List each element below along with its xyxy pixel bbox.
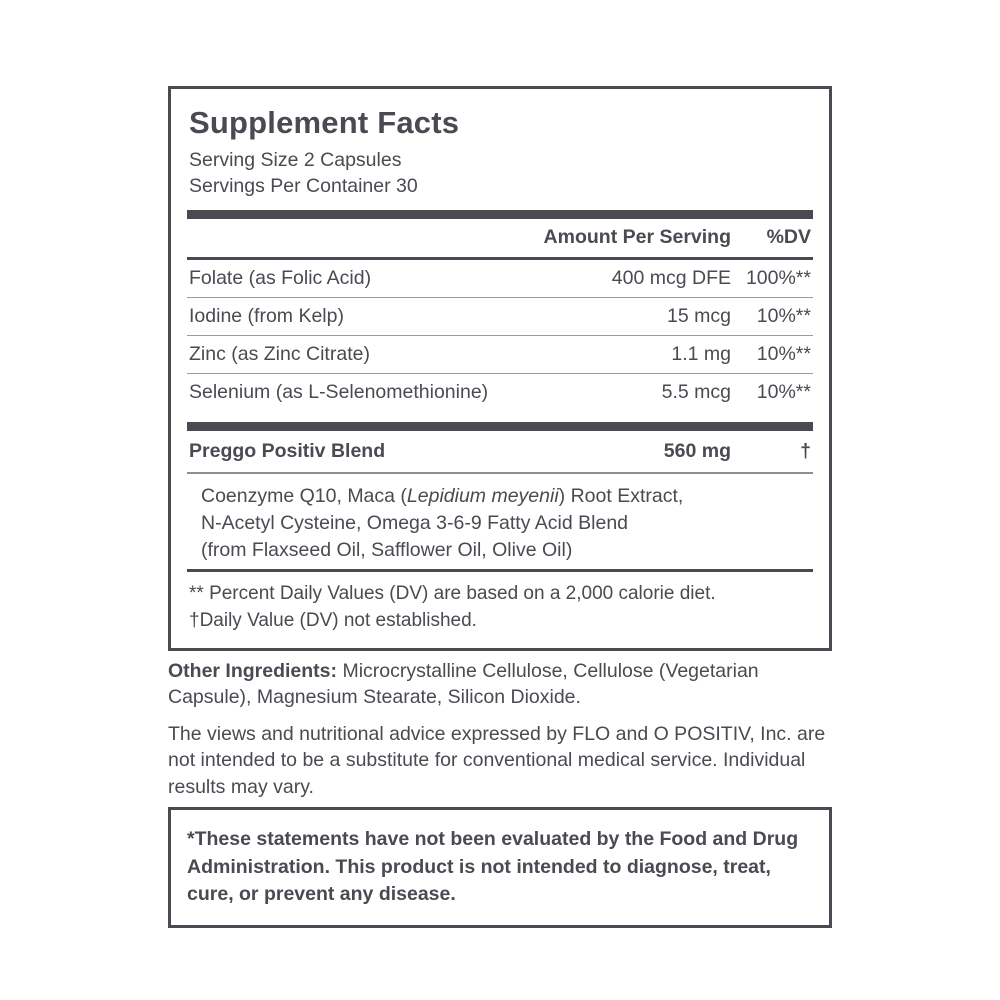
table-header-row	[187, 219, 813, 257]
nutrient-amount: 400 mcg DFE	[577, 260, 731, 298]
table-row	[187, 260, 813, 298]
servings-per-container: Servings Per Container 30	[189, 174, 418, 197]
footnote-dv: ** Percent Daily Values (DV) are based on a 2,000 calorie diet.	[189, 583, 716, 605]
footnote-dagger: †Daily Value (DV) not established.	[189, 609, 477, 631]
nutrition-table	[187, 219, 813, 257]
panel-title: Supplement Facts	[189, 105, 460, 140]
rule-thick-top	[187, 210, 813, 219]
fda-statement-box	[168, 807, 832, 928]
other-ingredients-label: Other Ingredients:	[168, 660, 338, 682]
blend-line1-pre: Coenzyme Q10, Maca (	[201, 484, 407, 507]
nutrient-amount: 15 mcg	[577, 298, 731, 336]
views-disclaimer: The views and nutritional advice expressed by FLO and O POSITIV, Inc. are not intended to be a substitute for conventional medical service. Individual results may vary.	[168, 723, 826, 798]
blend-dv: †	[800, 440, 811, 463]
footnotes	[187, 572, 813, 635]
nutrient-dv: 10%**	[731, 336, 813, 374]
rule-thick-blend	[187, 422, 813, 431]
blend-row	[187, 431, 813, 472]
other-ingredients	[168, 658, 840, 711]
blend-line3: (from Flaxseed Oil, Safflower Oil, Olive Oil)	[201, 538, 573, 561]
header-dv: %DV	[766, 226, 811, 249]
table-row	[187, 298, 813, 336]
blend-line1-post: ) Root Extract,	[558, 484, 684, 507]
nutrient-rows	[187, 260, 813, 411]
nutrient-amount: 1.1 mg	[577, 336, 731, 374]
table-row	[187, 374, 813, 412]
blend-amount: 560 mg	[663, 440, 731, 463]
blend-ingredients	[187, 474, 813, 570]
blend-latin-name: Lepidium meyenii	[406, 484, 559, 507]
fda-statement-text: *These statements have not been evaluated by the Food and Drug Administration. This product is not intended to diagnose, treat, cure, or prevent any disease.	[187, 828, 799, 906]
header-amount: Amount Per Serving	[543, 226, 731, 249]
nutrient-name: Iodine (from Kelp)	[187, 298, 577, 336]
blend-name: Preggo Positiv Blend	[189, 440, 386, 463]
nutrient-dv: 10%**	[756, 381, 811, 404]
nutrient-amount: 5.5 mcg	[661, 381, 731, 404]
serving-size: Serving Size 2 Capsules	[189, 148, 402, 171]
table-row	[187, 336, 813, 374]
blend-line2: N-Acetyl Cysteine, Omega 3-6-9 Fatty Acid Blend	[201, 511, 629, 534]
supplement-facts-panel	[168, 86, 832, 651]
nutrient-name: Folate (as Folic Acid)	[187, 260, 577, 298]
other-ingredients-text: Microcrystalline Cellulose, Cellulose (Vegetarian Capsule), Magnesium Stearate, Silicon Dioxide.	[168, 660, 759, 709]
nutrient-dv: 100%**	[731, 260, 813, 298]
blend-table	[187, 431, 813, 472]
nutrient-name: Selenium (as L-Selenomethionine)	[189, 381, 489, 404]
nutrient-dv: 10%**	[731, 298, 813, 336]
nutrient-name: Zinc (as Zinc Citrate)	[187, 336, 577, 374]
